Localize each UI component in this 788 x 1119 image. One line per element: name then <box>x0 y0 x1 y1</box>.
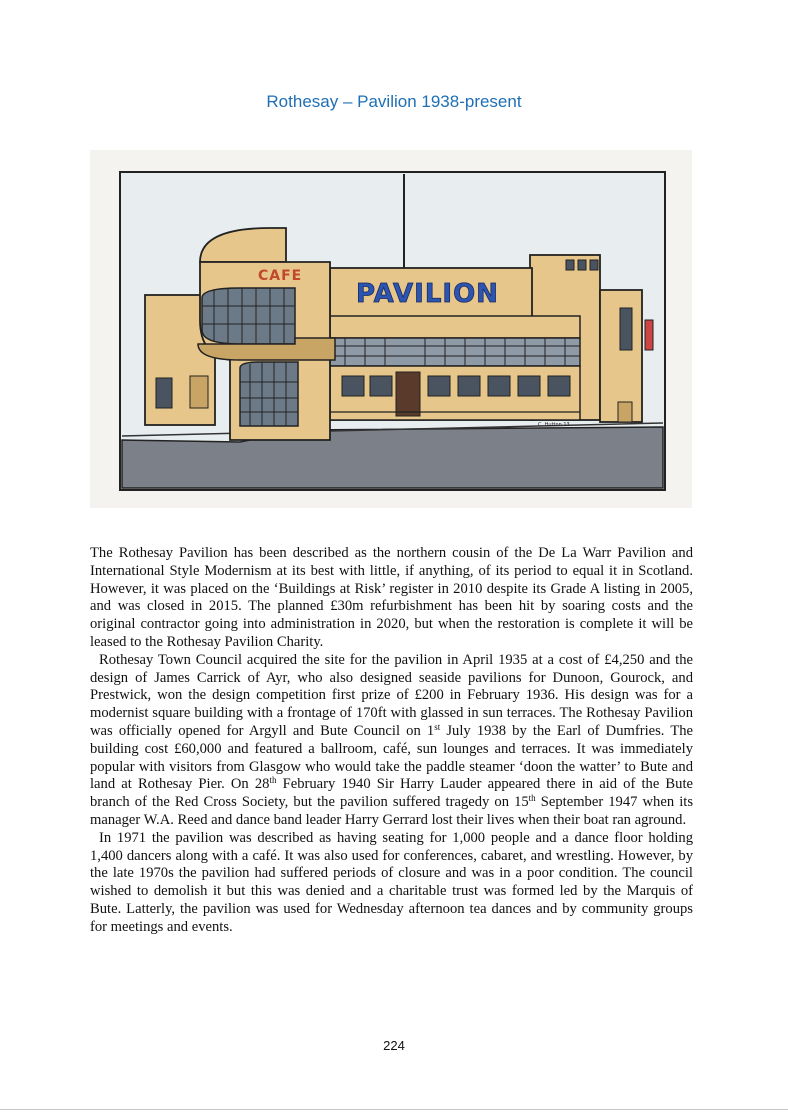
text-run: September 1947 when its manager W.A. Reed and dance band leader Harry Gerrard lost their lives when their boat ran aground. <box>90 794 693 828</box>
ordinal-suffix: st <box>434 721 441 732</box>
ordinal-suffix: th <box>269 775 277 786</box>
page-title: Rothesay – Pavilion 1938-present <box>266 92 522 111</box>
pavilion-illustration <box>90 150 692 508</box>
page-number: 224 <box>383 1038 405 1053</box>
ordinal-suffix: th <box>528 793 536 804</box>
pavilion-sign: PAVILION <box>356 279 499 309</box>
page-divider <box>0 1109 788 1110</box>
text-run: February 1940 Sir Harry Lauder appeared there in aid of the Bute branch of the Red Cross Society, but the pavilion suffered tragedy on 15 <box>90 776 693 811</box>
paragraph: In 1971 the pavilion was described as having seating for 1,000 people and a dance floor holding 1,400 dancers along with a café. It was also used for conferences, cabaret, and wrestling. However, by the late 1970s the pavilion had suffered periods of closure and was in a poor condition. The council wished to demolish it but this was denied and a charitable trust was formed led by the Marquis of Bute. Latterly, the pavilion was used for Wednesday afternoon tea dances and by community groups for meetings and events. <box>90 829 693 935</box>
artist-signature: C. Hutton 13 <box>538 422 570 428</box>
paragraph <box>90 652 693 830</box>
text-run: July 1938 by the Earl of Dumfries. The building cost £60,000 and featured a ballroom, café, sun lounges and terraces. It was immediately popular with visitors from Glasgow who would take the paddle steamer ‘doon the watter’ to Bute and land at Rothesay Pier. On 28 <box>90 722 694 793</box>
cafe-sign: CAFE <box>258 268 303 284</box>
article-body <box>90 545 693 937</box>
paragraph: The Rothesay Pavilion has been described as the northern cousin of the De La Warr Pavilion and International Style Modernism at its best with little, if anything, of its period to equal it in Scotland. However, it was placed on the ‘Buildings at Risk’ register in 2010 despite its Grade A listing in 2005, and was closed in 2015. The planned £30m refurbishment has been hit by soaring costs and the original contractor going into administration in 2020, but when the restoration is complete it will be leased to the Rothesay Pavilion Charity. <box>90 545 693 650</box>
text-run: Rothesay Town Council acquired the site for the pavilion in April 1935 at a cost of £4,250 and the design of James Carrick of Ayr, who also designed seaside pavilions for Dunoon, Gourock, and Prestwick, won the design competition first prize of £200 in February 1936. His design was for a modernist square building with a frontage of 170ft with glassed in sun terraces. The Rothesay Pavilion was officially opened for Argyll and Bute Council on 1 <box>90 651 693 739</box>
